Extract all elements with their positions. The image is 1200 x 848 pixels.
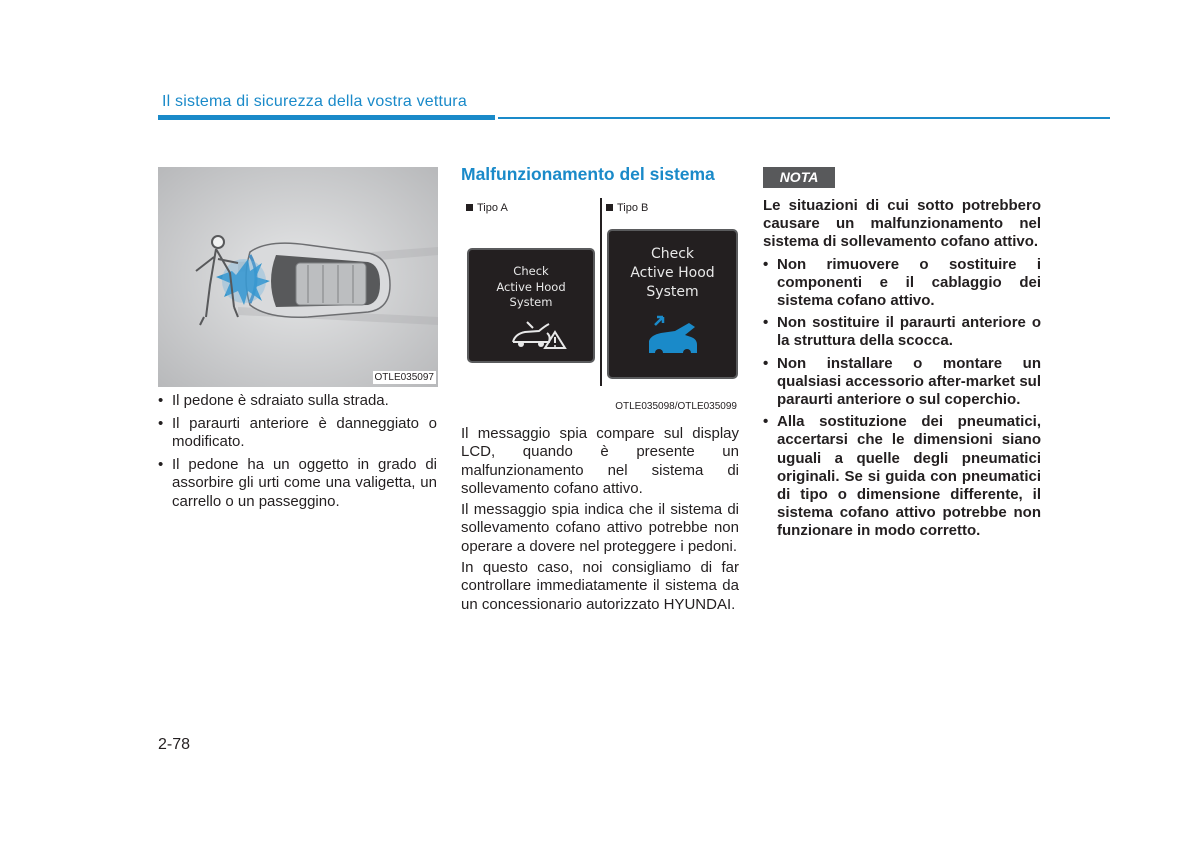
paragraph: Il messaggio spia indica che il sistema di sollevamento cofano attivo potrebbe non operare a dovere nel proteggere i pedoni. — [461, 501, 739, 555]
lcd-message: Check Active Hood System — [630, 246, 715, 300]
list-item: • Il pedone è sdraiato sulla strada. — [158, 392, 437, 411]
lcd-message: Check Active Hood System — [496, 264, 566, 310]
paragraph: In questo caso, noi consigliamo di far controllare immediatamente il sistema da un concessionario autorizzato HYUNDAI. — [461, 559, 739, 613]
type-a-label: Tipo A — [466, 202, 508, 214]
warning-display-figure — [461, 195, 740, 415]
hood-warning-icon — [509, 318, 569, 352]
car-pedestrian-illustration — [158, 167, 438, 387]
nota-badge: NOTA — [763, 167, 835, 188]
type-b-label: Tipo B — [606, 202, 648, 214]
pedestrian-impact-figure — [158, 167, 438, 387]
car-icon — [246, 243, 390, 317]
nota-intro: Le situazioni di cui sotto potrebbero causare un malfunzionamento nel sistema di sollevamento cofano attivo. — [763, 197, 1041, 251]
list-item: • Alla sostituzione dei pneumatici, accertarsi che le dimensioni siano uguali a quelle degli pneumatici originali. Se si guida con pneumatici di tipo o dimensione differente, il sistema cofano attivo potrebbe non funzionare in modo corretto. — [763, 413, 1041, 540]
nota-list — [763, 256, 1041, 541]
hood-lift-icon — [645, 313, 705, 361]
conditions-list — [158, 392, 437, 515]
malfunction-description — [461, 425, 739, 617]
header-rule-thin — [498, 117, 1110, 119]
square-bullet-icon — [466, 204, 473, 211]
list-item: • Non sostituire il paraurti anteriore o la struttura della scocca. — [763, 314, 1041, 350]
list-item: • Non installare o montare un qualsiasi accessorio after-market sul paraurti anteriore o sul coperchio. — [763, 355, 1041, 410]
lcd-screen-type-b — [607, 229, 738, 379]
section-heading: Malfunzionamento del sistema — [461, 164, 715, 184]
paragraph: Il messaggio spia compare sul display LCD, quando è presente un malfunzionamento nel sistema di sollevamento cofano attivo. — [461, 425, 739, 497]
section-title: Il sistema di sicurezza della vostra vettura — [162, 93, 467, 110]
square-bullet-icon — [606, 204, 613, 211]
page-number: 2-78 — [158, 736, 191, 753]
list-item: • Il paraurti anteriore è danneggiato o modificato. — [158, 415, 437, 452]
header-rule-thick — [158, 115, 495, 120]
nota-content — [763, 197, 1041, 545]
figure-code: OTLE035098/OTLE035099 — [615, 401, 737, 412]
list-item: • Non rimuovere o sostituire i componenti e il cablaggio dei sistema cofano attivo. — [763, 256, 1041, 311]
panel-divider — [600, 198, 602, 386]
lcd-screen-type-a — [467, 248, 595, 363]
list-item: • Il pedone ha un oggetto in grado di assorbire gli urti come una valigetta, un carrello o un passeggino. — [158, 456, 437, 512]
figure-code: OTLE035097 — [374, 372, 434, 383]
